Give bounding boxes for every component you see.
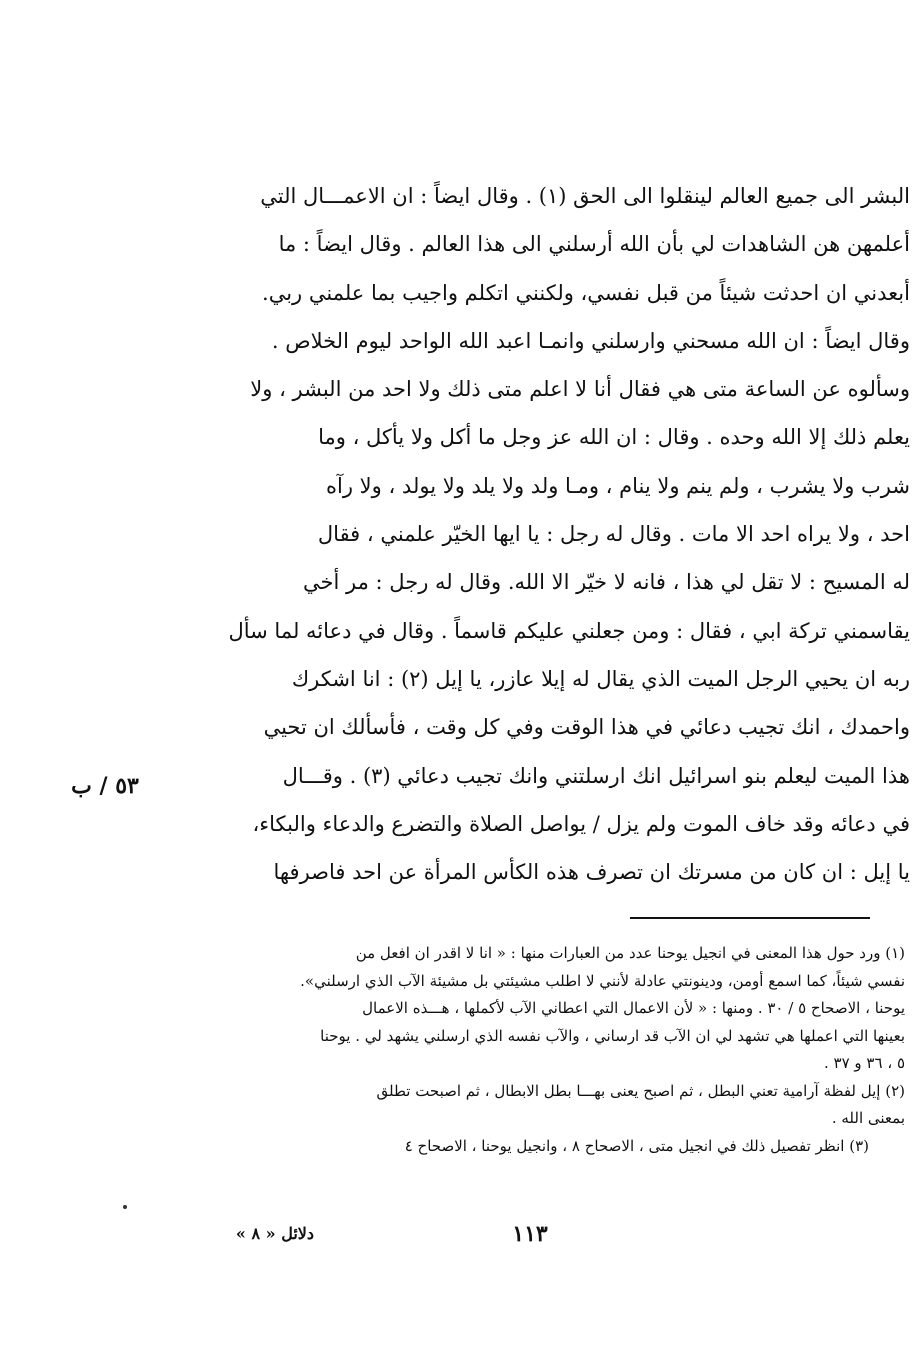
body-line: هذا الميت ليعلم بنو اسرائيل انك ارسلتني وانك تجيب دعائي (٣) . وقـــال [282,763,910,788]
body-line: البشر الى جميع العالم لينقلوا الى الحق (١) . وقال ايضاً : ان الاعمـــال التي [260,184,910,208]
footnote-line: نفسي شيئاً، كما اسمع أومن، ودينونتي عادلة لأنني لا اطلب مشيئتي بل مشيئة الآب الذي ارسلني». [300,971,905,990]
printer-signature: دلائل « ٨ » [235,1224,315,1243]
body-line: احد ، ولا يراه احد الا مات . وقال له رجل : يا ايها الخيّر علمني ، فقال [317,522,910,547]
body-line: له المسيح : لا تقل لي هذا ، فانه لا خيّر الا الله. وقال له رجل : مر أخي [303,570,910,595]
scan-speck [123,1205,127,1209]
footnote-line: (٢) إيل لفظة آرامية تعني البطل ، ثم اصبح يعنى بهـــا بطل الابطال ، ثم اصبحت تطلق [376,1081,905,1100]
footnotes [200,940,905,1160]
body-line: وقال ايضاً : ان الله مسحني وارسلني وانمـا اعبد الله الواحد ليوم الخلاص . [271,328,910,353]
body-line: ربه ان يحيي الرجل الميت الذي يقال له إيلا عازر، يا إيل (٢) : انا اشكرك [291,666,910,691]
body-line: أعلمهن هن الشاهدات لي بأن الله أرسلني الى هذا العالم . وقال ايضاً : ما [278,232,910,257]
footnote-line: (١) ورد حول هذا المعنى في انجيل يوحنا عدد من العبارات منها : « انا لا اقدر ان افعل من [355,944,905,962]
footnote-line: بعينها التي اعملها هي تشهد لي ان الآب قد ارساني ، والآب نفسه الذي ارسلني يشهد لي . يوحنا [320,1026,905,1045]
footnote-line: ٥ ، ٣٦ و ٣٧ . [823,1054,905,1072]
body-line: شرب ولا يشرب ، ولم ينم ولا ينام ، ومـا ولد ولا يلد ولا يولد ، ولا رآه [326,473,910,498]
page-number: ١١٣ [512,1221,548,1247]
body-line: يعلم ذلك إلا الله وحده . وقال : ان الله عز وجل ما أكل ولا يأكل ، وما [318,425,910,450]
footnote-line: (٣) انظر تفصيل ذلك في انجيل متى ، الاصحاح ٨ ، وانجيل يوحنا ، الاصحاح ٤ [404,1136,869,1155]
body-line: في دعائه وقد خاف الموت ولم يزل / يواصل الصلاة والتضرع والدعاء والبكاء، [252,811,910,836]
footnote-line: يوحنا ، الاصحاح ٥ / ٣٠ . ومنها : « لأن الاعمال التي اعطاني الآب لأكملها ، هـــذه الاعمال [362,999,905,1017]
body-line: واحمدك ، انك تجيب دعائي في هذا الوقت وفي كل وقت ، فأسألك ان تحيي [263,715,910,740]
footnote-separator [630,917,870,919]
body-line: أبعدني ان احدثت شيئاً من قبل نفسي، ولكنني اتكلم واجيب بما علمني ربي. [262,280,910,305]
manuscript-folio-marker: ٥٣ / ب [71,773,139,799]
body-line: وسألوه عن الساعة متى هي فقال أنا لا اعلم متى ذلك ولا احد من البشر ، ولا [250,377,910,402]
body-line: يقاسمني تركة ابي ، فقال : ومن جعلني عليكم قاسماً . وقال في دعائه لما سأل [228,618,910,643]
body-line: يا إيل : ان كان من مسرتك ان تصرف هذه الكأس المرأة عن احد فاصرفها [273,860,910,885]
footnote-line: بمعنى الله . [831,1109,905,1127]
body-text [195,172,910,896]
